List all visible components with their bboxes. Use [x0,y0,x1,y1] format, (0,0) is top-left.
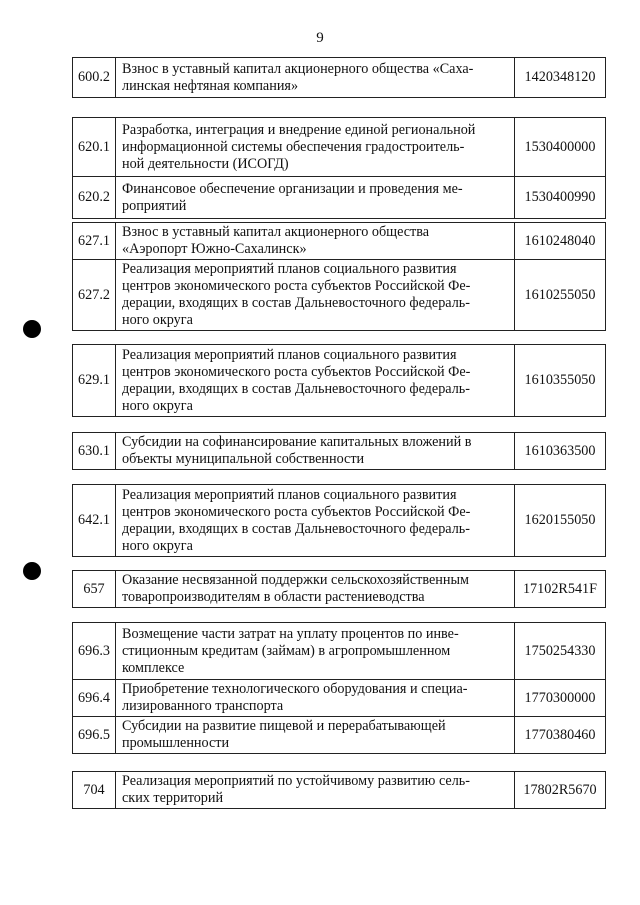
table-row [73,260,606,331]
row-number: 1610248040 [515,223,606,260]
table-row [73,177,606,219]
description-line: Реализация мероприятий по устойчивому развитию сель- [122,773,470,789]
description-line: ских территорий [122,790,224,806]
table-row [73,717,606,754]
budget-table [72,771,606,809]
description-line: Финансовое обеспечение организации и проведения ме- [122,180,463,197]
row-code: 696.5 [73,717,116,754]
description-line: объекты муниципальной собственности [122,451,365,467]
description-line: Субсидии на софинансирование капитальных вложений в [122,434,472,450]
row-number: 1530400000 [515,118,606,177]
description-line: Взнос в уставный капитал акционерного общества «Саха- [122,60,474,77]
table-row [73,58,606,98]
description-line: товаропроизводителям в области растениеводства [122,589,425,605]
row-code: 620.1 [73,118,116,177]
description-line: роприятий [122,197,187,214]
description-line: Реализация мероприятий планов социального развития [122,346,457,363]
table-row [73,680,606,717]
description-line: центров экономического роста субъектов Российской Фе- [122,278,471,294]
description-line: стиционным кредитам (займам) в агропромышленном [122,642,451,659]
description-line: ного округа [122,397,193,414]
page-number: 9 [316,30,324,46]
row-number: 1420348120 [515,58,606,98]
description-line: Субсидии на развитие пищевой и перерабатывающей [122,718,446,734]
budget-table [72,432,606,470]
description-line: Оказание несвязанной поддержки сельскохозяйственным [122,572,469,588]
row-code: 696.4 [73,680,116,717]
description-line: линская нефтяная компания» [122,77,299,94]
punch-hole-mark [23,562,41,580]
budget-table [72,484,606,557]
description-line: центров экономического роста субъектов Российской Фе- [122,363,471,380]
table-row [73,485,606,557]
row-code: 696.3 [73,623,116,680]
description-line: Реализация мероприятий планов социального развития [122,486,457,503]
row-code: 627.1 [73,223,116,260]
budget-table [72,222,606,331]
row-number: 1610355050 [515,345,606,417]
row-description [116,485,515,557]
row-description [116,345,515,417]
table-row [73,433,606,470]
row-description [116,433,515,470]
description-line: дерации, входящих в состав Дальневосточного федераль- [122,295,470,311]
description-line: центров экономического роста субъектов Российской Фе- [122,503,471,520]
row-code: 630.1 [73,433,116,470]
table-row [73,623,606,680]
table-row [73,772,606,809]
row-description [116,177,515,219]
budget-table [72,57,606,98]
row-description [116,223,515,260]
table-row [73,345,606,417]
description-line: дерации, входящих в состав Дальневосточного федераль- [122,380,470,397]
description-line: ного округа [122,537,193,554]
row-description [116,717,515,754]
row-description [116,772,515,809]
description-line: комплексе [122,659,185,676]
description-line: Возмещение части затрат на уплату процентов по инве- [122,625,459,642]
row-number: 1620155050 [515,485,606,557]
description-line: ной деятельности (ИСОГД) [122,155,289,172]
row-number: 17802R5670 [515,772,606,809]
row-description [116,571,515,608]
row-number: 1770380460 [515,717,606,754]
description-line: Реализация мероприятий планов социального развития [122,261,457,277]
description-line: лизированного транспорта [122,698,284,714]
row-description [116,260,515,331]
row-description [116,58,515,98]
description-line: информационной системы обеспечения градостроитель- [122,138,465,155]
description-line: Разработка, интеграция и внедрение единой региональной [122,121,476,138]
row-code: 629.1 [73,345,116,417]
description-line: Приобретение технологического оборудования и специа- [122,681,468,697]
punch-hole-mark [23,320,41,338]
description-line: Взнос в уставный капитал акционерного общества [122,224,430,240]
budget-table [72,344,606,417]
budget-table [72,622,606,754]
row-number: 1770300000 [515,680,606,717]
row-description [116,118,515,177]
row-code: 704 [73,772,116,809]
row-code: 620.2 [73,177,116,219]
row-description [116,623,515,680]
row-number: 1610363500 [515,433,606,470]
row-number: 1530400990 [515,177,606,219]
row-number: 17102R541F [515,571,606,608]
row-code: 627.2 [73,260,116,331]
budget-table [72,570,606,608]
row-code: 642.1 [73,485,116,557]
description-line: «Аэропорт Южно-Сахалинск» [122,241,307,257]
row-code: 657 [73,571,116,608]
table-row [73,118,606,177]
row-description [116,680,515,717]
description-line: промышленности [122,735,230,751]
description-line: ного округа [122,312,193,328]
row-number: 1750254330 [515,623,606,680]
table-row [73,571,606,608]
description-line: дерации, входящих в состав Дальневосточного федераль- [122,520,470,537]
table-row [73,223,606,260]
budget-table [72,117,606,219]
row-number: 1610255050 [515,260,606,331]
row-code: 600.2 [73,58,116,98]
